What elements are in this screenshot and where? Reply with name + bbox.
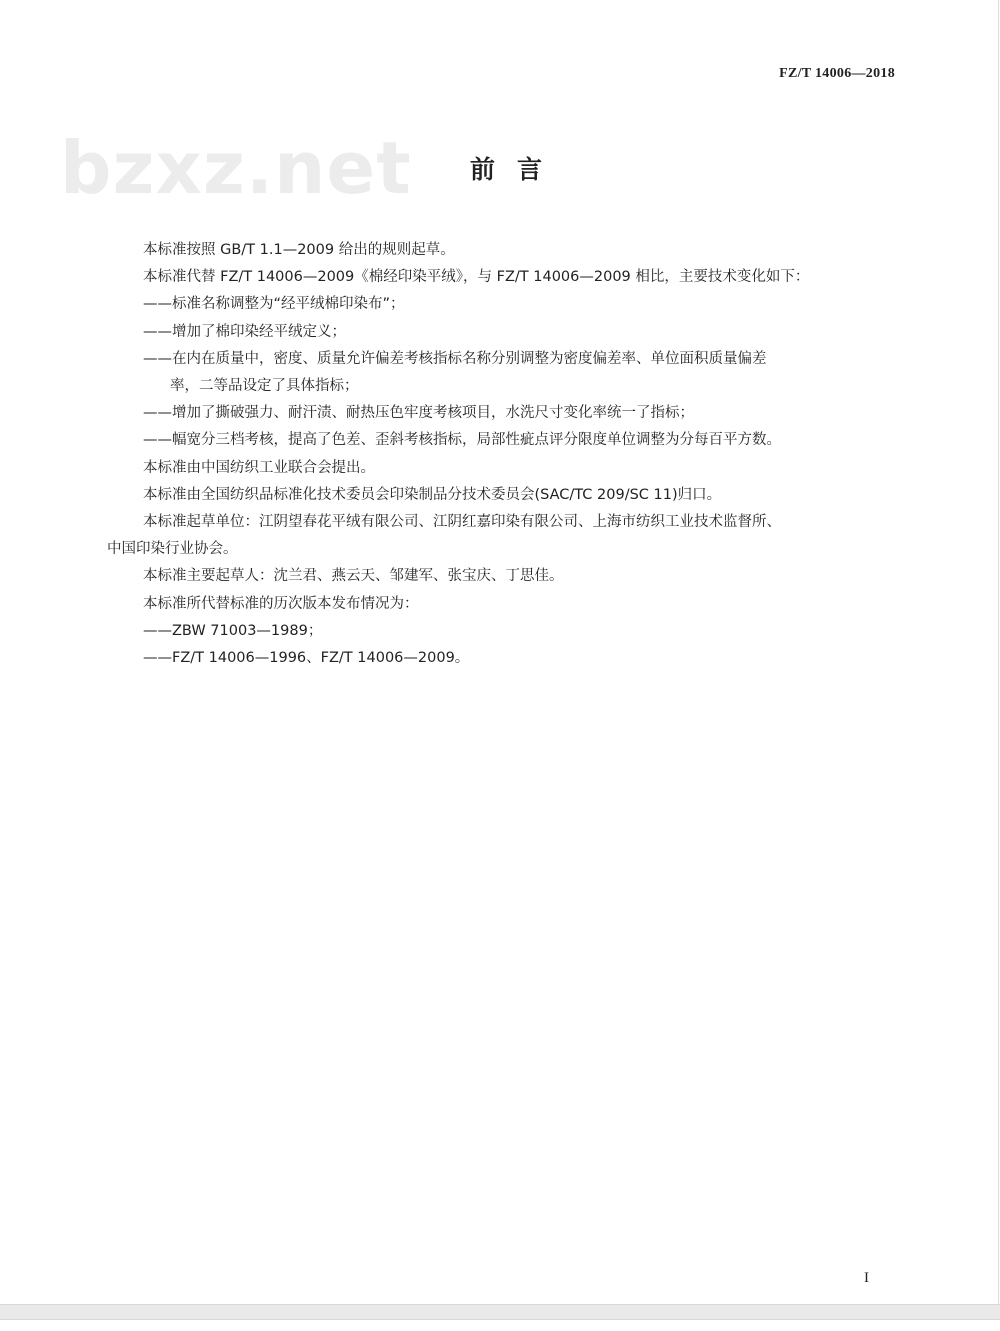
foreword-body bbox=[107, 237, 902, 672]
list-item: ——ZBW 71003—1989； bbox=[143, 622, 323, 639]
list-item: ——幅宽分三档考核，提高了色差、歪斜考核指标，局部性疵点评分限度单位调整为分每百平方数。 bbox=[143, 432, 781, 449]
watermark: bzxz.net bbox=[60, 126, 412, 210]
list-item: ——在内在质量中，密度、质量允许偏差考核指标名称分别调整为密度偏差率、单位面积质量偏差 bbox=[143, 350, 767, 367]
paragraph: 本标准代替 FZ/T 14006—2009《棉经印染平绒》，与 FZ/T 14006—2009 相比，主要技术变化如下： bbox=[143, 269, 810, 286]
standard-number: FZ/T 14006—2018 bbox=[779, 66, 895, 81]
page-title: 前言 bbox=[470, 155, 565, 184]
page-number: I bbox=[864, 1270, 869, 1286]
list-item: ——FZ/T 14006—1996、FZ/T 14006—2009。 bbox=[143, 650, 470, 667]
paragraph: 本标准所代替标准的历次版本发布情况为： bbox=[143, 595, 419, 612]
paragraph: 本标准由全国纺织品标准化技术委员会印染制品分技术委员会(SAC/TC 209/SC 11)归口。 bbox=[143, 486, 722, 503]
paragraph: 本标准由中国纺织工业联合会提出。 bbox=[143, 459, 375, 476]
paragraph: 本标准主要起草人：沈兰君、燕云天、邹建军、张宝庆、丁思佳。 bbox=[143, 568, 564, 585]
paragraph: 本标准起草单位：江阴望春花平绒有限公司、江阴红嘉印染有限公司、上海市纺织工业技术监督所、 bbox=[143, 514, 781, 531]
paragraph-continuation: 中国印染行业协会。 bbox=[107, 541, 238, 558]
paragraph: 本标准按照 GB/T 1.1—2009 给出的规则起草。 bbox=[143, 242, 455, 258]
list-item: ——增加了撕破强力、耐汗渍、耐热压色牢度考核项目，水洗尺寸变化率统一了指标； bbox=[143, 405, 694, 422]
list-item: ——增加了棉印染经平绒定义； bbox=[143, 323, 346, 340]
page-separator bbox=[0, 1304, 1000, 1320]
list-item-continuation: 率，二等品设定了具体指标； bbox=[170, 378, 359, 395]
list-item: ——标准名称调整为“经平绒棉印染布”； bbox=[143, 296, 405, 313]
